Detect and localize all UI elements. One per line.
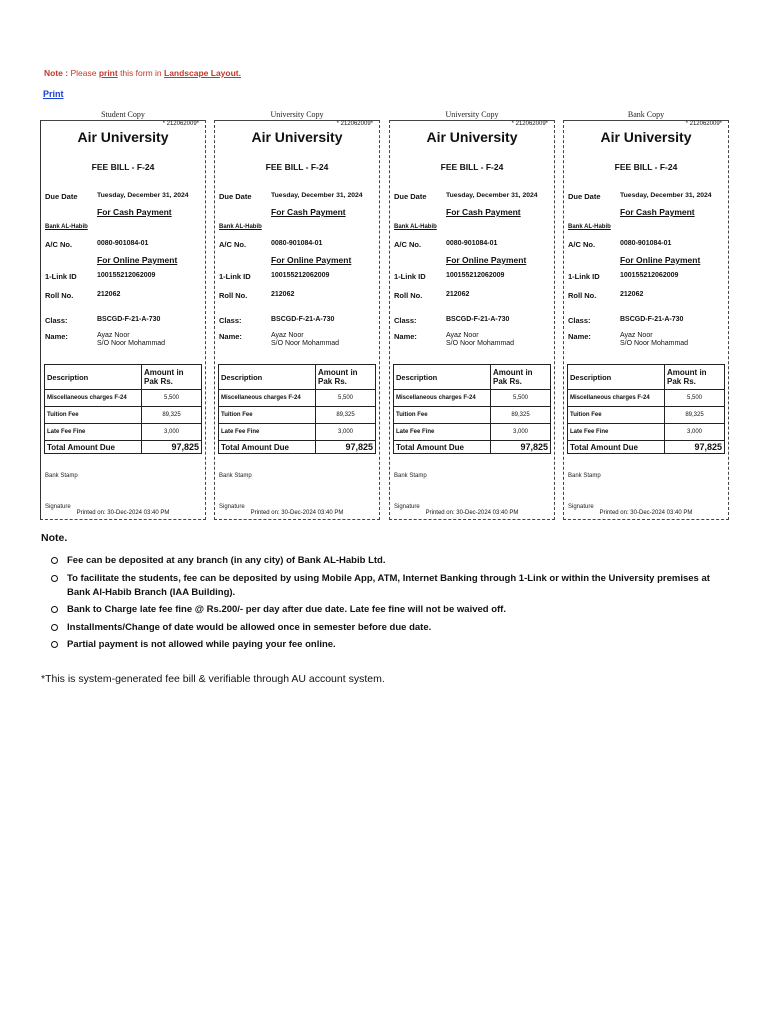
- fee-description: Late Fee Fine: [568, 424, 665, 441]
- total-amount: 97,825: [316, 441, 376, 454]
- roll-no-label: Roll No.: [394, 291, 423, 300]
- copy-label: Student Copy: [101, 110, 145, 119]
- note-text: Bank to Charge late fee fine @ Rs.200/- per day after due date. Late fee fine will not be waived off.: [67, 604, 506, 615]
- notes-heading: Note.: [41, 532, 68, 544]
- fee-description: Tuition Fee: [45, 407, 142, 424]
- table-row: [45, 407, 202, 424]
- bank-name: Bank AL-Habib: [45, 224, 88, 230]
- class-value: BSCGD-F-21-A-730: [620, 316, 684, 323]
- account-number: 0080-901084-01: [271, 240, 323, 247]
- father-name: S/O Noor Mohammad: [446, 340, 515, 347]
- note-text: Fee can be deposited at any branch (in any city) of Bank AL-Habib Ltd.: [67, 555, 386, 566]
- bank-stamp-label: Bank Stamp: [568, 473, 601, 479]
- fee-description: Miscellaneous charges F-24: [219, 390, 316, 407]
- online-payment-heading: For Online Payment: [271, 255, 352, 265]
- printed-on: Printed on: 30-Dec-2024 03:40 PM: [250, 510, 344, 516]
- class-label: Class:: [568, 316, 591, 325]
- university-name: Air University: [77, 129, 169, 145]
- circle-bullet-icon: [51, 624, 58, 631]
- bill-title: FEE BILL - F-24: [265, 162, 329, 172]
- note-layout-word: Landscape Layout.: [164, 68, 241, 78]
- link-id-label: 1-Link ID: [568, 272, 600, 281]
- fee-description: Late Fee Fine: [394, 424, 491, 441]
- circle-bullet-icon: [51, 575, 58, 582]
- online-payment-heading: For Online Payment: [97, 255, 178, 265]
- fee-description: Tuition Fee: [568, 407, 665, 424]
- barcode: * 212062009*: [336, 121, 373, 127]
- fee-amount: 89,325: [665, 407, 725, 424]
- notes-list: [41, 554, 721, 656]
- signature-label: Signature: [45, 504, 71, 510]
- total-label: Total Amount Due: [568, 441, 665, 454]
- account-label: A/C No.: [45, 240, 73, 249]
- print-instruction-note: [44, 68, 241, 78]
- note-text: Partial payment is not allowed while paying your fee online.: [67, 639, 336, 650]
- table-row: [219, 424, 376, 441]
- list-item: [41, 603, 721, 617]
- bank-name: Bank AL-Habib: [219, 224, 262, 230]
- account-number: 0080-901084-01: [97, 240, 149, 247]
- due-date-label: Due Date: [219, 192, 252, 201]
- roll-no-label: Roll No.: [219, 291, 248, 300]
- account-number: 0080-901084-01: [446, 240, 498, 247]
- due-date-value: Tuesday, December 31, 2024: [620, 192, 712, 199]
- printed-on: Printed on: 30-Dec-2024 03:40 PM: [599, 510, 693, 516]
- roll-no-label: Roll No.: [568, 291, 597, 300]
- fee-table: [393, 364, 551, 454]
- copy-bank: [563, 110, 729, 520]
- cash-payment-heading: For Cash Payment: [446, 207, 521, 217]
- fee-amount: 89,325: [142, 407, 202, 424]
- total-amount: 97,825: [665, 441, 725, 454]
- name-label: Name:: [568, 332, 591, 341]
- due-date-value: Tuesday, December 31, 2024: [271, 192, 363, 199]
- table-row: [219, 390, 376, 407]
- bill-title: FEE BILL - F-24: [614, 162, 678, 172]
- description-header: Description: [568, 365, 665, 390]
- signature-label: Signature: [394, 504, 420, 510]
- note-text: To facilitate the students, fee can be deposited by using Mobile App, ATM, Internet Banking through 1-Link or within the University premises at Bank Al-Habib Branch (IAA Building).: [67, 572, 710, 598]
- university-name: Air University: [426, 129, 518, 145]
- fee-amount: 5,500: [142, 390, 202, 407]
- total-row: [219, 441, 376, 454]
- note-text-2: this form in: [117, 68, 164, 78]
- student-name: Ayaz Noor: [446, 332, 479, 339]
- table-row: [394, 407, 551, 424]
- father-name: S/O Noor Mohammad: [97, 340, 166, 347]
- student-name: Ayaz Noor: [271, 332, 304, 339]
- fee-amount: 5,500: [316, 390, 376, 407]
- fee-table: [218, 364, 376, 454]
- link-id-label: 1-Link ID: [219, 272, 251, 281]
- total-amount: 97,825: [491, 441, 551, 454]
- fee-table: [44, 364, 202, 454]
- roll-no-value: 212062: [620, 291, 644, 298]
- link-id-label: 1-Link ID: [394, 272, 426, 281]
- table-row: [45, 424, 202, 441]
- fee-description: Miscellaneous charges F-24: [394, 390, 491, 407]
- total-label: Total Amount Due: [45, 441, 142, 454]
- fee-amount: 3,000: [142, 424, 202, 441]
- amount-header: Amount in Pak Rs.: [316, 365, 376, 390]
- fee-amount: 89,325: [316, 407, 376, 424]
- bank-stamp-label: Bank Stamp: [394, 473, 427, 479]
- bank-stamp-label: Bank Stamp: [45, 473, 78, 479]
- account-number: 0080-901084-01: [620, 240, 672, 247]
- fee-description: Late Fee Fine: [219, 424, 316, 441]
- signature-label: Signature: [219, 504, 245, 510]
- account-label: A/C No.: [219, 240, 247, 249]
- fee-slip: [40, 120, 206, 520]
- name-label: Name:: [45, 332, 68, 341]
- link-id-label: 1-Link ID: [45, 272, 77, 281]
- barcode: * 212062009*: [685, 121, 722, 127]
- amount-header: Amount in Pak Rs.: [665, 365, 725, 390]
- link-id-value: 100155212062009: [271, 272, 330, 279]
- fee-amount: 5,500: [665, 390, 725, 407]
- print-link[interactable]: Print: [43, 89, 64, 99]
- online-payment-heading: For Online Payment: [620, 255, 701, 265]
- class-value: BSCGD-F-21-A-730: [97, 316, 161, 323]
- table-row: [45, 390, 202, 407]
- printed-on: Printed on: 30-Dec-2024 03:40 PM: [76, 510, 170, 516]
- fee-slip: [214, 120, 380, 520]
- copy-label: University Copy: [270, 110, 324, 119]
- table-row: [568, 407, 725, 424]
- total-label: Total Amount Due: [219, 441, 316, 454]
- link-id-value: 100155212062009: [446, 272, 505, 279]
- fee-amount: 5,500: [491, 390, 551, 407]
- fee-amount: 3,000: [665, 424, 725, 441]
- table-row: [394, 424, 551, 441]
- father-name: S/O Noor Mohammad: [271, 340, 340, 347]
- account-label: A/C No.: [394, 240, 422, 249]
- copy-label: University Copy: [445, 110, 499, 119]
- university-name: Air University: [251, 129, 343, 145]
- due-date-label: Due Date: [394, 192, 427, 201]
- class-value: BSCGD-F-21-A-730: [271, 316, 335, 323]
- fee-slip: [563, 120, 729, 520]
- total-row: [45, 441, 202, 454]
- description-header: Description: [394, 365, 491, 390]
- fee-description: Miscellaneous charges F-24: [45, 390, 142, 407]
- copy-university-1: [214, 110, 380, 520]
- circle-bullet-icon: [51, 606, 58, 613]
- name-label: Name:: [219, 332, 242, 341]
- fee-amount: 3,000: [491, 424, 551, 441]
- list-item: [41, 638, 721, 652]
- bill-title: FEE BILL - F-24: [440, 162, 504, 172]
- roll-no-value: 212062: [446, 291, 470, 298]
- due-date-value: Tuesday, December 31, 2024: [446, 192, 538, 199]
- circle-bullet-icon: [51, 641, 58, 648]
- total-row: [568, 441, 725, 454]
- account-label: A/C No.: [568, 240, 596, 249]
- fee-description: Tuition Fee: [219, 407, 316, 424]
- total-amount: 97,825: [142, 441, 202, 454]
- student-name: Ayaz Noor: [620, 332, 653, 339]
- table-row: [568, 424, 725, 441]
- student-name: Ayaz Noor: [97, 332, 130, 339]
- printed-on: Printed on: 30-Dec-2024 03:40 PM: [425, 510, 519, 516]
- due-date-label: Due Date: [45, 192, 78, 201]
- list-item: [41, 572, 721, 600]
- fee-amount: 89,325: [491, 407, 551, 424]
- note-print-word: print: [98, 68, 118, 78]
- copy-university-2: [389, 110, 555, 520]
- barcode: * 212062009*: [162, 121, 199, 127]
- barcode: * 212062009*: [511, 121, 548, 127]
- bank-name: Bank AL-Habib: [568, 224, 611, 230]
- amount-header: Amount in Pak Rs.: [142, 365, 202, 390]
- circle-bullet-icon: [51, 557, 58, 564]
- bank-stamp-label: Bank Stamp: [219, 473, 252, 479]
- copy-label: Bank Copy: [627, 110, 665, 119]
- total-label: Total Amount Due: [394, 441, 491, 454]
- online-payment-heading: For Online Payment: [446, 255, 527, 265]
- fee-description: Tuition Fee: [394, 407, 491, 424]
- class-label: Class:: [219, 316, 242, 325]
- note-text: Installments/Change of date would be allowed once in semester before due date.: [67, 621, 432, 633]
- list-item: [41, 554, 721, 568]
- class-label: Class:: [45, 316, 68, 325]
- class-value: BSCGD-F-21-A-730: [446, 316, 510, 323]
- due-date-value: Tuesday, December 31, 2024: [97, 192, 189, 199]
- signature-label: Signature: [568, 504, 594, 510]
- table-row: [568, 390, 725, 407]
- fee-slip: [389, 120, 555, 520]
- note-text: Please: [68, 68, 99, 78]
- amount-header: Amount in Pak Rs.: [491, 365, 551, 390]
- copy-student: [40, 110, 206, 520]
- cash-payment-heading: For Cash Payment: [271, 207, 346, 217]
- table-row: [394, 390, 551, 407]
- total-row: [394, 441, 551, 454]
- name-label: Name:: [394, 332, 417, 341]
- list-item: [41, 621, 721, 635]
- roll-no-value: 212062: [97, 291, 121, 298]
- fee-amount: 3,000: [316, 424, 376, 441]
- bank-name: Bank AL-Habib: [394, 224, 437, 230]
- description-header: Description: [45, 365, 142, 390]
- university-name: Air University: [600, 129, 692, 145]
- note-label: Note :: [44, 68, 69, 78]
- fee-description: Miscellaneous charges F-24: [568, 390, 665, 407]
- link-id-value: 100155212062009: [97, 272, 156, 279]
- description-header: Description: [219, 365, 316, 390]
- table-row: [219, 407, 376, 424]
- bill-title: FEE BILL - F-24: [91, 162, 155, 172]
- due-date-label: Due Date: [568, 192, 601, 201]
- cash-payment-heading: For Cash Payment: [97, 207, 172, 217]
- fee-description: Late Fee Fine: [45, 424, 142, 441]
- fee-table: [567, 364, 725, 454]
- link-id-value: 100155212062009: [620, 272, 679, 279]
- class-label: Class:: [394, 316, 417, 325]
- roll-no-value: 212062: [271, 291, 295, 298]
- roll-no-label: Roll No.: [45, 291, 74, 300]
- cash-payment-heading: For Cash Payment: [620, 207, 695, 217]
- father-name: S/O Noor Mohammad: [620, 340, 689, 347]
- system-generated-footer: *This is system-generated fee bill & verifiable through AU account system.: [41, 673, 385, 685]
